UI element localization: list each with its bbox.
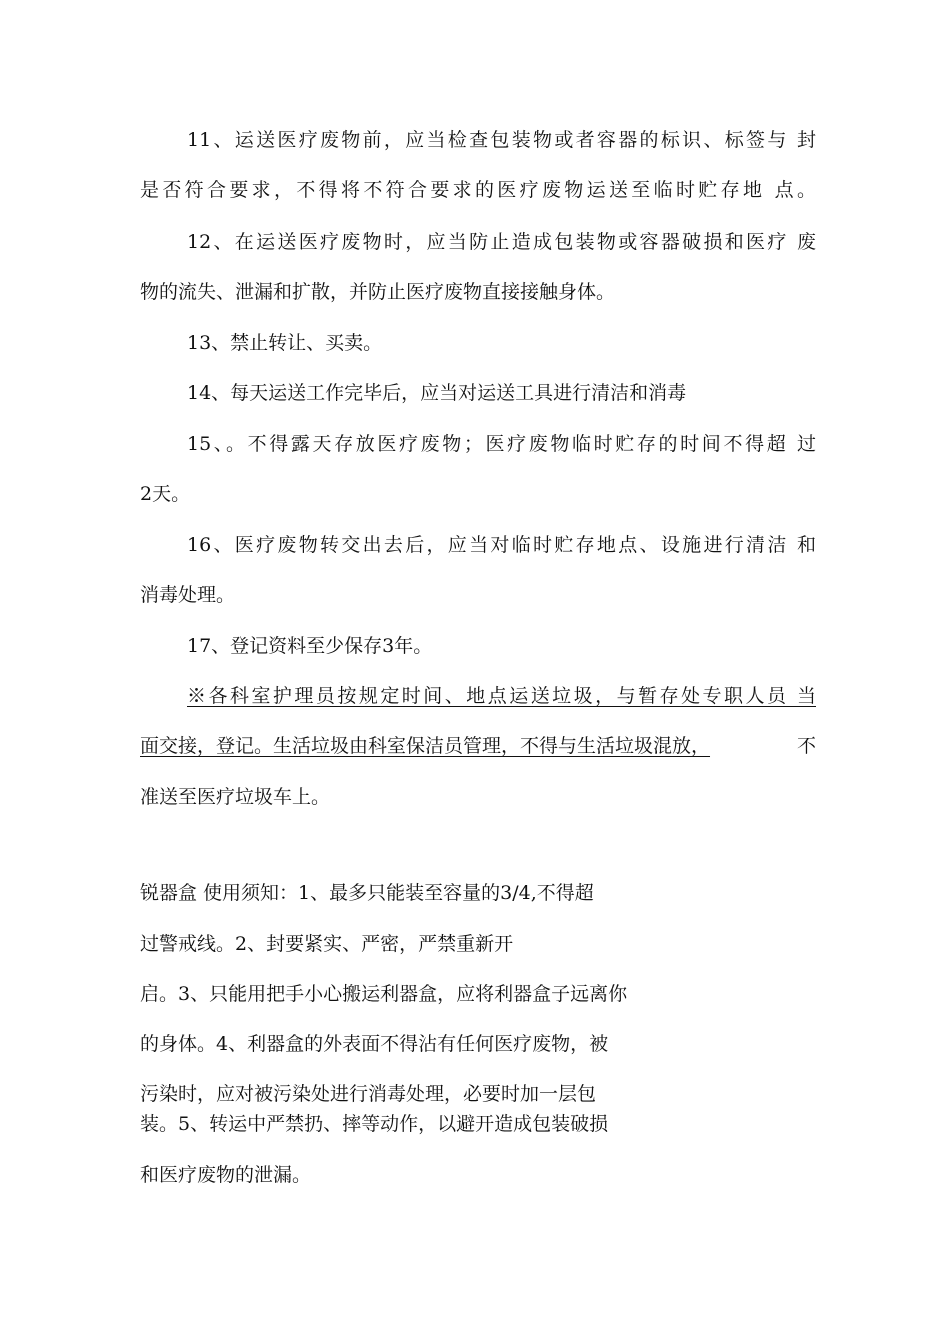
paragraph-11-line-1: 11、运送医疗废物前，应当检查包装物或者容器的标识、标签与 封 xyxy=(187,129,816,151)
note-line-2 xyxy=(140,733,816,759)
paragraph-15-line-1: 15、。不得露天存放医疗废物；医疗废物临时贮存的时间不得超 过 xyxy=(187,433,816,455)
paragraph-11-line-2: 是否符合要求，不得将不符合要求的医疗废物运送至临时贮存地 点。 xyxy=(140,179,816,201)
sharps-notice-line-7: 和医疗废物的泄漏。 xyxy=(140,1164,312,1186)
sharps-notice-line-4: 的身体。4、利器盒的外表面不得沾有任何医疗废物，被 xyxy=(140,1033,609,1055)
sharps-notice-line-3: 启。3、只能用把手小心搬运利器盒，应将利器盒子远离你 xyxy=(140,983,628,1005)
note-line-1: ※各科室护理员按规定时间、地点运送垃圾，与暂存处专职人员 当 xyxy=(187,685,816,707)
paragraph-14-line-1: 14、每天运送工作完毕后，应当对运送工具进行清洁和消毒 xyxy=(187,382,687,404)
sharps-notice-line-2: 过警戒线。2、封要紧实、严密，严禁重新开 xyxy=(140,933,514,955)
paragraph-12-line-1: 12、在运送医疗废物时，应当防止造成包装物或容器破损和医疗 废 xyxy=(187,231,816,253)
paragraph-17-line-1: 17、登记资料至少保存3年。 xyxy=(187,635,433,657)
note-line-3: 准送至医疗垃圾车上。 xyxy=(140,786,331,808)
sharps-notice-line-6: 装。5、转运中严禁扔、摔等动作，以避开造成包装破损 xyxy=(140,1113,609,1135)
note-line-2-end: 不 xyxy=(796,735,816,757)
sharps-notice-line-5: 污染时，应对被污染处进行消毒处理，必要时加一层包 xyxy=(140,1083,597,1105)
paragraph-16-line-2: 消毒处理。 xyxy=(140,584,236,606)
paragraph-13-line-1: 13、禁止转让、买卖。 xyxy=(187,332,383,354)
sharps-notice-line-1: 锐器盒 使用须知：1、最多只能装至容量的3/4,不得超 xyxy=(140,882,594,904)
paragraph-16-line-1: 16、医疗废物转交出去后，应当对临时贮存地点、设施进行清洁 和 xyxy=(187,534,816,556)
note-line-2-underlined: 面交接，登记。生活垃圾由科室保洁员管理，不得与生活垃圾混放， xyxy=(140,735,711,757)
paragraph-15-line-2: 2天。 xyxy=(140,483,191,505)
paragraph-12-line-2: 物的流失、泄漏和扩散，并防止医疗废物直接接触身体。 xyxy=(140,281,616,303)
